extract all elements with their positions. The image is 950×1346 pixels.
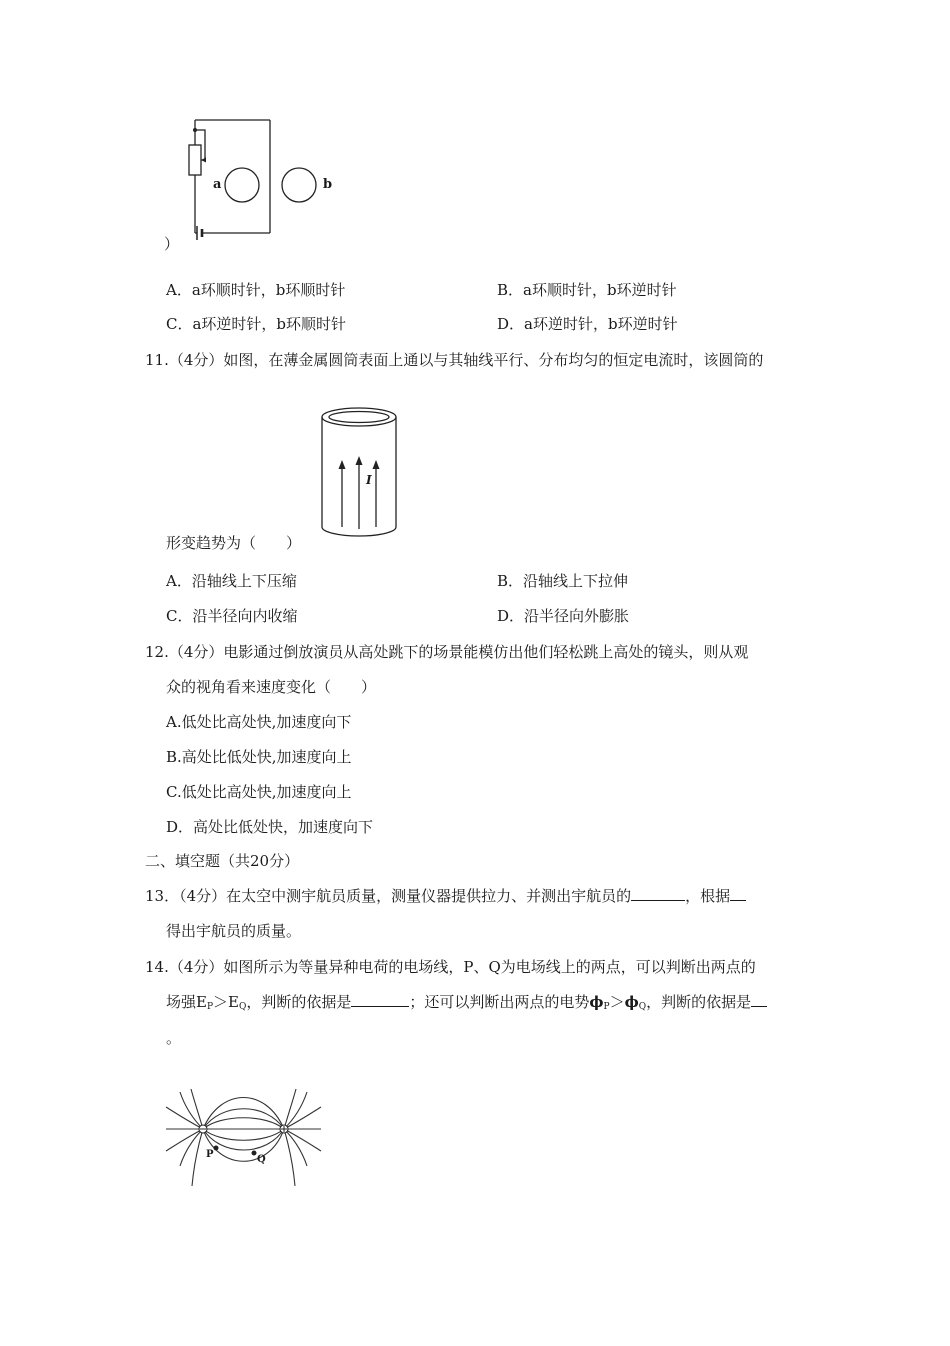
q11-option-a: A．沿轴线上下压缩 [166, 572, 297, 590]
q12-stem-cont: 众的视角看来速度变化（ ） [166, 678, 377, 696]
q12-stem: 12.（4分）电影通过倒放演员从高处跳下的场景能模仿出他们轻松跳上高处的镜头，则从观 [145, 643, 749, 661]
q12-option-c: C.低处比高处快,加速度向上 [166, 783, 352, 801]
q13-blank-2[interactable] [730, 886, 746, 901]
q12-option-a: A.低处比高处快,加速度向下 [166, 713, 352, 731]
circuit-figure [185, 115, 345, 245]
q12-option-b: B.高处比低处快,加速度向上 [166, 748, 352, 766]
q14-potential: ；还可以判断出两点的电势 [409, 993, 590, 1011]
q14-stem: 14.（4分）如图所示为等量异种电荷的电场线，P、Q为电场线上的两点，可以判断出两点的 [145, 958, 756, 976]
ring-b-label: b [323, 177, 333, 192]
point-p-label: P [206, 1149, 214, 1160]
q10-option-d: D．a环逆时针，b环逆时针 [497, 315, 678, 333]
q13-blank-1[interactable] [631, 886, 685, 901]
field-lines-figure [166, 1092, 326, 1192]
q14-phi-q: ϕ [624, 993, 639, 1011]
q10-option-a: A．a环顺时针，b环顺时针 [166, 281, 346, 299]
q13-stem-part2: ，根据 [685, 887, 731, 905]
q14-sub-q: Q [238, 1002, 247, 1012]
ring-a-label: a [213, 177, 222, 192]
q14-basis-2: ，判断的依据是 [646, 993, 752, 1011]
q14-line2 [166, 992, 767, 1017]
q10-option-b: B．a环顺时针，b环逆时针 [497, 281, 677, 299]
q11-stem-cont: 形变趋势为（ ） [166, 534, 302, 552]
q14-sub-p: P [206, 1002, 214, 1012]
q14-field-strength: 场强E [166, 993, 207, 1011]
q11-option-c: C．沿半径向内收缩 [166, 607, 298, 625]
q13-stem-part1: 13．（4分）在太空中测宇航员质量，测量仪器提供拉力、并测出宇航员的 [145, 887, 632, 905]
q12-option-d: D．高处比低处快，加速度向下 [166, 818, 374, 836]
point-q-label: Q [257, 1154, 266, 1165]
q14-gt2: ＞ [609, 993, 625, 1011]
q14-phi-sub-q: Q [638, 1002, 647, 1012]
q10-option-c: C．a环逆时针，b环顺时针 [166, 315, 347, 333]
q14-blank-1[interactable] [351, 992, 409, 1007]
q11-stem: 11.（4分）如图，在薄金属圆筒表面上通以与其轴线平行、分布均匀的恒定电流时，该圆筒的 [145, 351, 764, 369]
q14-phi-p: ϕ [589, 993, 604, 1011]
q14-phi-sub-p: P [603, 1002, 610, 1012]
q14-end-mark: 。 [166, 1029, 182, 1047]
q11-option-b: B．沿轴线上下拉伸 [497, 572, 629, 590]
q14-basis-1: ，判断的依据是 [246, 993, 352, 1011]
q14-gt: ＞E [213, 993, 239, 1011]
q11-option-d: D．沿半径向外膨胀 [497, 607, 630, 625]
q10-paren-close: ） [164, 235, 180, 253]
section-title: 二、填空题（共20分） [145, 852, 300, 870]
q14-blank-2[interactable] [751, 992, 767, 1007]
q13-stem [145, 886, 746, 906]
current-label: I [366, 473, 372, 487]
q13-stem-cont: 得出宇航员的质量。 [166, 922, 302, 940]
